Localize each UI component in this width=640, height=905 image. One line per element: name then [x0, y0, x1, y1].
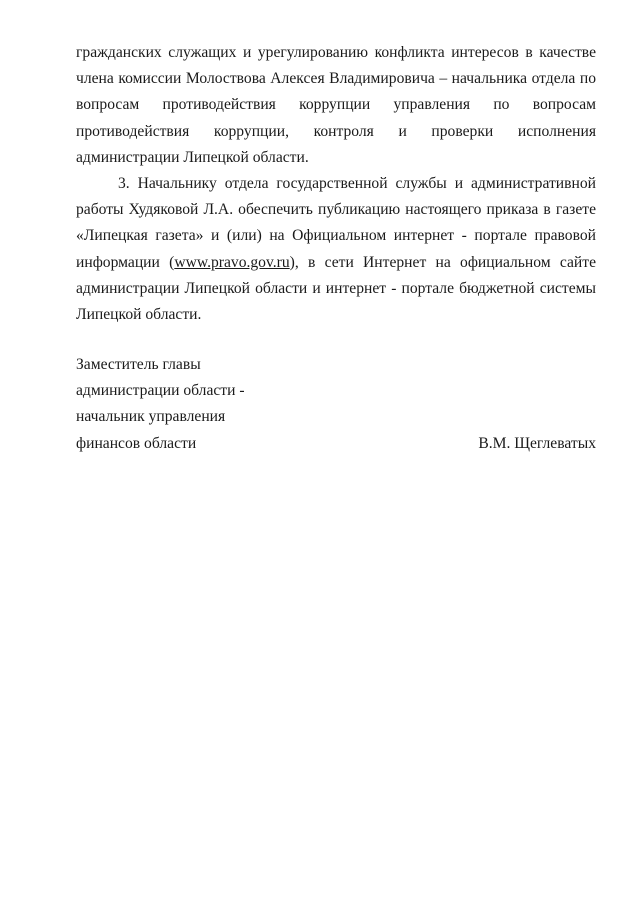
signature-position-line-1: Заместитель главы	[76, 356, 201, 373]
signature-last-row	[76, 431, 596, 457]
signatory-name: В.М. Щеглеватых	[478, 434, 596, 452]
paragraph-item-3	[76, 171, 596, 328]
signature-position-line-4: финансов области	[76, 434, 197, 452]
document-body	[76, 40, 596, 328]
paragraph-continuation: гражданских служащих и урегулированию конфликта интересов в качестве члена комиссии Молоствова Алексея Владимировича – начальника отдела по вопросам противодействия коррупции управления по вопросам противодействия коррупции, контроля и проверки исполнения администрации Липецкой области.	[76, 44, 596, 166]
paragraph-item-3-text-end: ), в сети Интернет на официальном сайте администрации Липецкой области и интернет - портале бюджетной системы Липецкой области.	[76, 253, 596, 324]
signature-position-line-2: администрации области -	[76, 382, 245, 400]
pravo-gov-link[interactable]: www.pravo.gov.ru	[174, 253, 290, 271]
signature-block	[76, 352, 596, 457]
paragraph-item-3-text-start: 3. Начальнику отдела государственной службы и административной работы Худяковой Л.А. обеспечить публикацию настоящего приказа в газете «Липецкая газета» и (или) на Официальном интернет - портале правовой информации (	[76, 175, 596, 271]
signature-position-line-3: начальник управления	[76, 408, 226, 426]
